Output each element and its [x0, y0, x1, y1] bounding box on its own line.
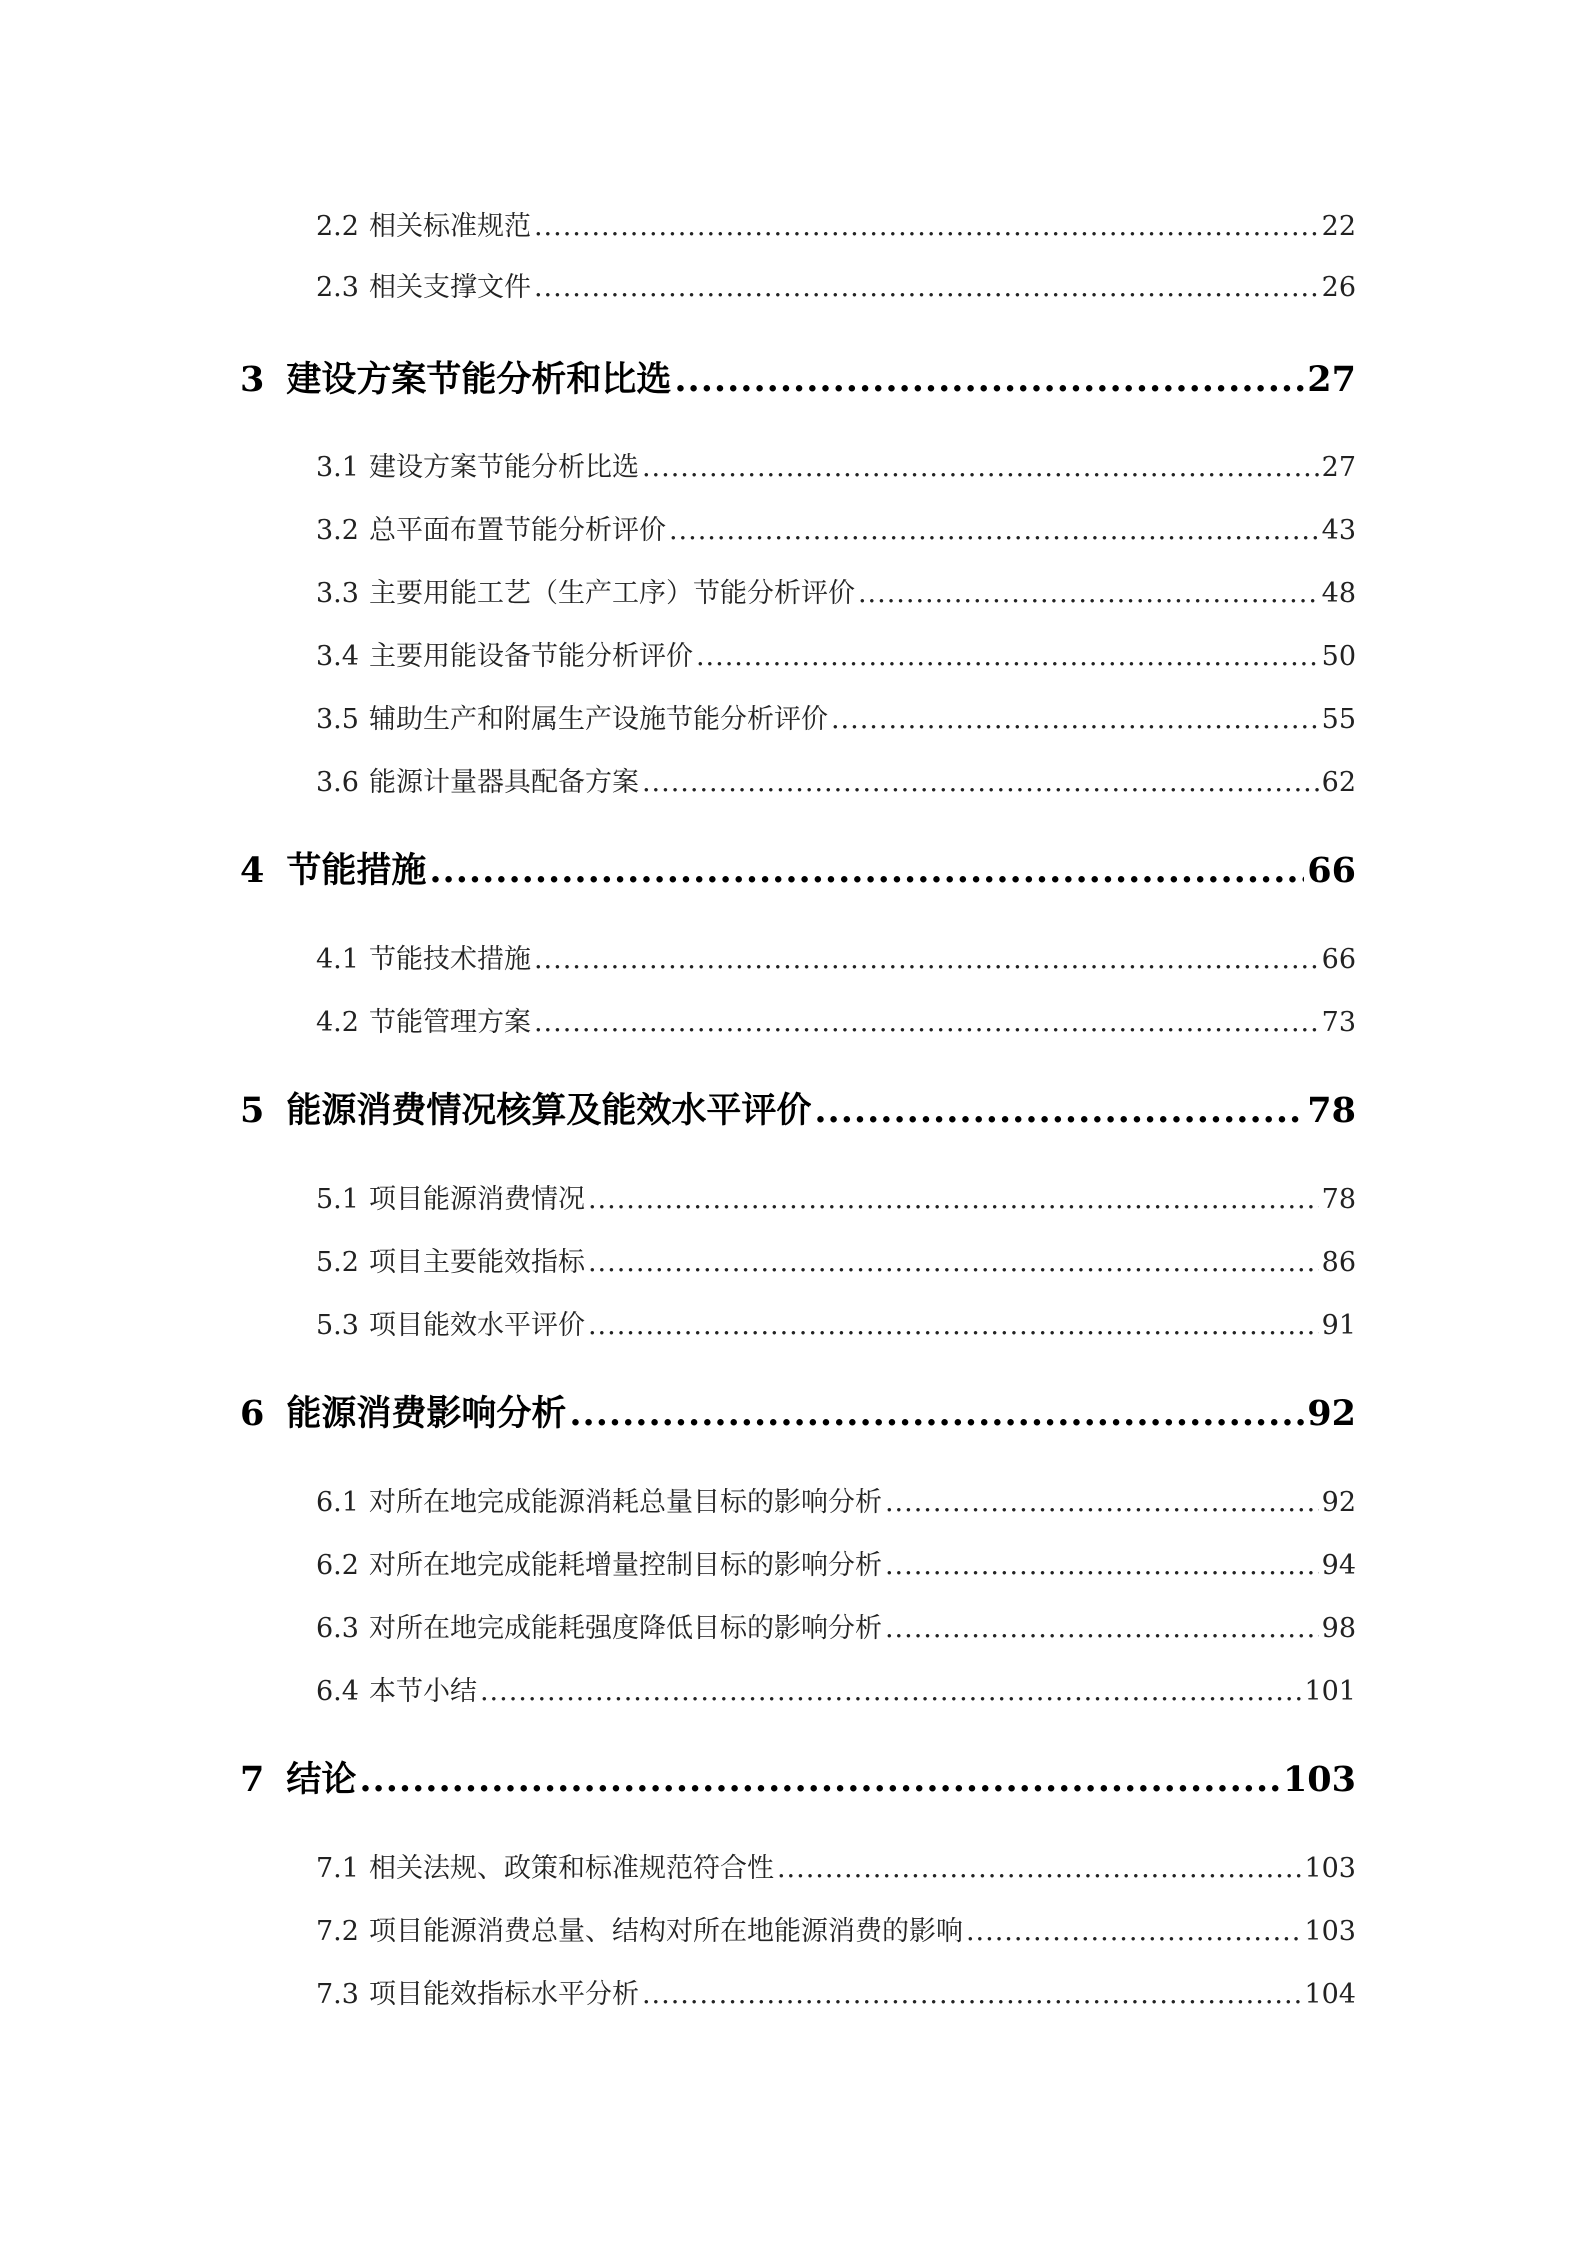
toc-chapter-entry[interactable] — [240, 355, 1356, 405]
toc-chapter-page: 66 — [1307, 850, 1356, 891]
toc-entry-number: 3.3 — [316, 578, 359, 609]
toc-entry[interactable] — [316, 1975, 1356, 2015]
toc-entry[interactable] — [316, 1912, 1356, 1952]
toc-chapter-page: 27 — [1307, 359, 1356, 400]
toc-dot-leader — [588, 1306, 1319, 1346]
toc-entry[interactable] — [316, 1243, 1356, 1283]
toc-chapter-page: 78 — [1307, 1090, 1356, 1131]
toc-dot-leader — [669, 511, 1319, 551]
toc-dot-leader — [966, 1912, 1302, 1952]
toc-dot-leader — [429, 846, 1304, 896]
toc-entry-page: 78 — [1321, 1184, 1356, 1215]
toc-entry-page: 22 — [1321, 211, 1356, 242]
toc-entry-number: 3.6 — [316, 767, 359, 798]
toc-entry-page: 86 — [1321, 1247, 1356, 1278]
toc-entry-title: 项目主要能效指标 — [368, 1247, 585, 1278]
toc-entry-page: 104 — [1304, 1979, 1356, 2010]
toc-entry-number: 6.4 — [316, 1676, 359, 1707]
toc-dot-leader — [885, 1546, 1319, 1586]
toc-dot-leader — [885, 1483, 1319, 1523]
toc-entry-title: 相关法规、政策和标准规范符合性 — [368, 1853, 774, 1884]
toc-chapter-title: 能源消费情况核算及能效水平评价 — [286, 1090, 812, 1131]
toc-entry[interactable] — [316, 700, 1356, 740]
toc-entry[interactable] — [316, 1672, 1356, 1712]
toc-entry[interactable] — [316, 448, 1356, 488]
toc-dot-leader — [588, 1243, 1319, 1283]
toc-entry-number: 6.3 — [316, 1613, 359, 1644]
toc-chapter-title: 建设方案节能分析和比选 — [286, 359, 672, 400]
toc-entry[interactable] — [316, 207, 1356, 247]
toc-entry-title: 对所在地完成能耗增量控制目标的影响分析 — [368, 1550, 882, 1581]
toc-chapter-number: 5 — [240, 1090, 265, 1131]
toc-entry-number: 6.2 — [316, 1550, 359, 1581]
toc-chapter-page: 103 — [1282, 1759, 1356, 1800]
toc-entry[interactable] — [316, 637, 1356, 677]
toc-entry-number: 4.1 — [316, 944, 359, 975]
toc-entry-number: 7.3 — [316, 1979, 359, 2010]
toc-dot-leader — [534, 1003, 1319, 1043]
toc-dot-leader — [885, 1609, 1319, 1649]
toc-entry-title: 节能管理方案 — [368, 1007, 531, 1038]
toc-entry-number: 3.1 — [316, 452, 359, 483]
toc-entry-page: 43 — [1321, 515, 1356, 546]
toc-entry-title: 项目能效水平评价 — [368, 1310, 585, 1341]
toc-entry-page: 26 — [1321, 272, 1356, 303]
toc-dot-leader — [777, 1849, 1302, 1889]
toc-entry-page: 101 — [1304, 1676, 1356, 1707]
toc-entry[interactable] — [316, 1003, 1356, 1043]
toc-dot-leader — [674, 355, 1304, 405]
toc-entry-number: 7.2 — [316, 1916, 359, 1947]
toc-entry-title: 能源计量器具配备方案 — [368, 767, 639, 798]
toc-entry-number: 3.4 — [316, 641, 359, 672]
toc-entry-page: 92 — [1321, 1487, 1356, 1518]
toc-entry[interactable] — [316, 511, 1356, 551]
toc-entry-number: 6.1 — [316, 1487, 359, 1518]
toc-chapter-entry[interactable] — [240, 1086, 1356, 1136]
toc-entry[interactable] — [316, 1849, 1356, 1889]
toc-entry-page: 103 — [1304, 1853, 1356, 1884]
toc-entry-title: 对所在地完成能源消耗总量目标的影响分析 — [368, 1487, 882, 1518]
toc-chapter-page: 92 — [1307, 1393, 1356, 1434]
toc-entry[interactable] — [316, 940, 1356, 980]
toc-entry-title: 项目能效指标水平分析 — [368, 1979, 639, 2010]
toc-chapter-title: 能源消费影响分析 — [286, 1393, 567, 1434]
toc-entry[interactable] — [316, 1609, 1356, 1649]
toc-entry-page: 66 — [1321, 944, 1356, 975]
toc-entry-title: 本节小结 — [368, 1676, 477, 1707]
toc-chapter-number: 6 — [240, 1393, 265, 1434]
toc-chapter-entry[interactable] — [240, 1755, 1356, 1805]
toc-dot-leader — [642, 763, 1319, 803]
toc-entry-number: 5.2 — [316, 1247, 359, 1278]
toc-entry-number: 2.3 — [316, 272, 359, 303]
toc-entry[interactable] — [316, 1306, 1356, 1346]
toc-entry[interactable] — [316, 268, 1356, 308]
toc-entry-page: 50 — [1321, 641, 1356, 672]
toc-entry-title: 项目能源消费总量、结构对所在地能源消费的影响 — [368, 1916, 963, 1947]
toc-dot-leader — [858, 574, 1319, 614]
toc-entry-title: 主要用能工艺（生产工序）节能分析评价 — [368, 578, 855, 609]
toc-entry-number: 3.5 — [316, 704, 359, 735]
toc-entry[interactable] — [316, 1180, 1356, 1220]
toc-entry-title: 总平面布置节能分析评价 — [368, 515, 666, 546]
toc-chapter-number: 3 — [240, 359, 265, 400]
toc-entry-title: 建设方案节能分析比选 — [368, 452, 639, 483]
toc-dot-leader — [569, 1389, 1304, 1439]
toc-entry-page: 27 — [1321, 452, 1356, 483]
toc-entry-title: 辅助生产和附属生产设施节能分析评价 — [368, 704, 828, 735]
toc-chapter-entry[interactable] — [240, 846, 1356, 896]
toc-entry-page: 103 — [1304, 1916, 1356, 1947]
toc-entry-number: 3.2 — [316, 515, 359, 546]
toc-dot-leader — [534, 268, 1319, 308]
toc-entry-page: 55 — [1321, 704, 1356, 735]
toc-entry[interactable] — [316, 1546, 1356, 1586]
toc-dot-leader — [588, 1180, 1319, 1220]
toc-dot-leader — [831, 700, 1319, 740]
toc-chapter-number: 7 — [240, 1759, 265, 1800]
toc-dot-leader — [359, 1755, 1280, 1805]
toc-dot-leader — [814, 1086, 1304, 1136]
toc-entry-title: 主要用能设备节能分析评价 — [368, 641, 693, 672]
toc-entry[interactable] — [316, 574, 1356, 614]
toc-dot-leader — [696, 637, 1319, 677]
toc-dot-leader — [534, 940, 1319, 980]
toc-chapter-title: 结论 — [286, 1759, 357, 1800]
toc-entry[interactable] — [316, 763, 1356, 803]
toc-entry-title: 节能技术措施 — [368, 944, 531, 975]
toc-entry-title: 对所在地完成能耗强度降低目标的影响分析 — [368, 1613, 882, 1644]
toc-chapter-entry[interactable] — [240, 1389, 1356, 1439]
toc-chapter-title: 节能措施 — [286, 850, 427, 891]
toc-dot-leader — [534, 207, 1319, 247]
toc-dot-leader — [642, 1975, 1302, 2015]
toc-chapter-number: 4 — [240, 850, 265, 891]
toc-entry-page: 98 — [1321, 1613, 1356, 1644]
toc-entry-title: 项目能源消费情况 — [368, 1184, 585, 1215]
toc-entry-title: 相关支撑文件 — [368, 272, 531, 303]
toc-entry-number: 4.2 — [316, 1007, 359, 1038]
toc-entry-page: 62 — [1321, 767, 1356, 798]
toc-entry-page: 91 — [1321, 1310, 1356, 1341]
toc-entry-number: 2.2 — [316, 211, 359, 242]
toc-entry-number: 5.3 — [316, 1310, 359, 1341]
toc-entry-number: 7.1 — [316, 1853, 359, 1884]
toc-dot-leader — [642, 448, 1319, 488]
toc-entry[interactable] — [316, 1483, 1356, 1523]
toc-dot-leader — [480, 1672, 1302, 1712]
toc-entry-title: 相关标准规范 — [368, 211, 531, 242]
toc-entry-page: 48 — [1321, 578, 1356, 609]
toc-entry-number: 5.1 — [316, 1184, 359, 1215]
toc-entry-page: 73 — [1321, 1007, 1356, 1038]
toc-entry-page: 94 — [1321, 1550, 1356, 1581]
